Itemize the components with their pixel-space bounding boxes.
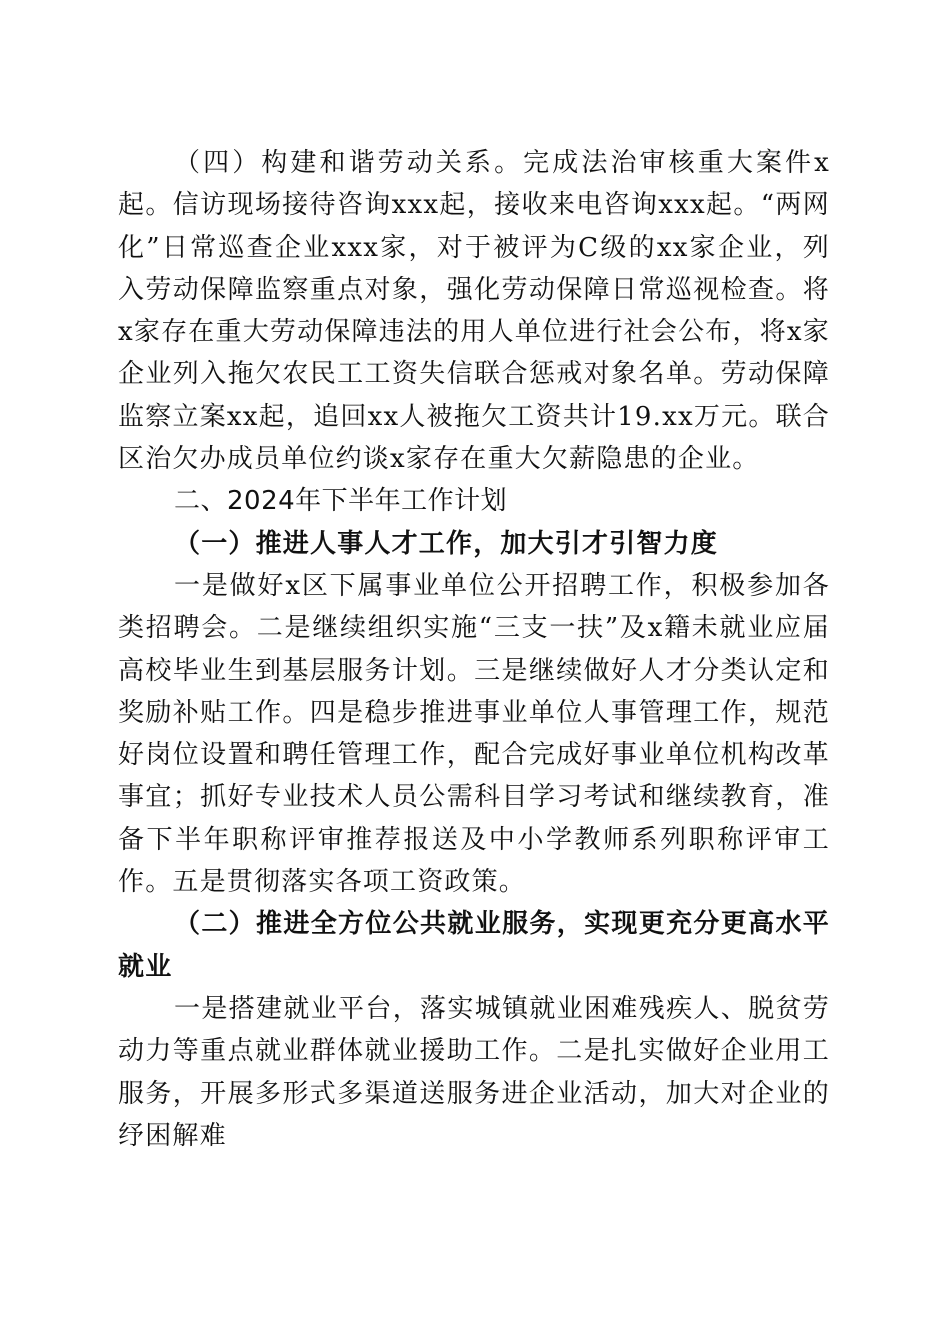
subheading-talent-work: （一）推进人事人才工作，加大引才引智力度 — [174, 528, 719, 559]
section-heading-plan: 二、2024年下半年工作计划 — [174, 486, 508, 517]
document-body — [118, 142, 830, 1157]
subheading-employment-service: （二）推进全方位公共就业服务，实现更充分更高水平就业 — [118, 909, 830, 982]
paragraph-talent-work: 一是做好x区下属事业单位公开招聘工作，积极参加各类招聘会。二是继续组织实施“三支一扶”及x籍未就业应届高校毕业生到基层服务计划。三是继续做好人才分类认定和奖励补贴工作。四是稳步推进事业单位人事管理工作，规范好岗位设置和聘任管理工作，配合完成好事业单位机构改革事宜；抓好专业技术人员公需科目学习考试和继续教育，准备下半年职称评审推荐报送及中小学教师系列职称评审工作。五是贯彻落实各项工资政策。 — [118, 570, 830, 898]
paragraph-employment-service: 一是搭建就业平台，落实城镇就业困难残疾人、脱贫劳动力等重点就业群体就业援助工作。二是扎实做好企业用工服务，开展多形式多渠道送服务进企业活动，加大对企业的纾困解难 — [118, 993, 830, 1151]
paragraph-labor-relations: （四）构建和谐劳动关系。完成法治审核重大案件x起。信访现场接待咨询xxx起，接收来电咨询xxx起。“两网化”日常巡查企业xxx家，对于被评为C级的xx家企业，列入劳动保障监察重点对象，强化劳动保障日常巡视检查。将x家存在重大劳动保障违法的用人单位进行社会公布，将x家企业列入拖欠农民工工资失信联合惩戒对象名单。劳动保障监察立案xx起，追回xx人被拖欠工资共计19.xx万元。联合区治欠办成员单位约谈x家存在重大欠薪隐患的企业。 — [118, 148, 830, 475]
